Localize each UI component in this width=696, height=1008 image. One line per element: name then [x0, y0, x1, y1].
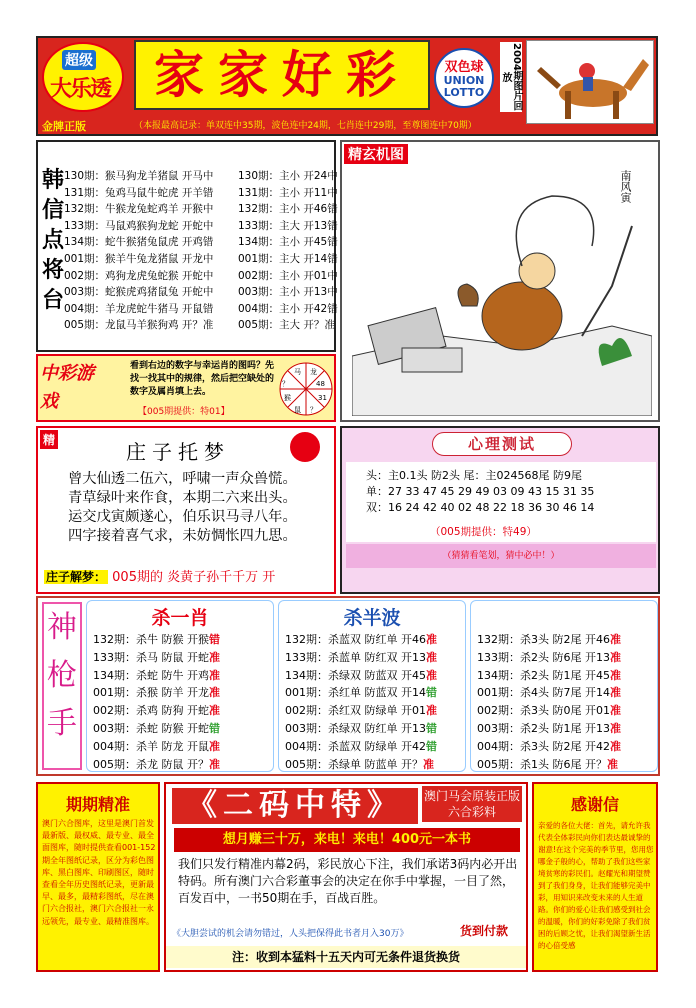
- row-text: 001期：杀猴 防羊 开龙: [93, 686, 209, 700]
- column-row: [285, 702, 467, 720]
- row-text: 132期：杀牛 防猴 开猴: [93, 633, 209, 646]
- row-result-mark: 准: [609, 704, 621, 718]
- two-code-subtitle: 澳门马会原装正版六合彩料: [422, 786, 522, 822]
- row-result-mark: 准: [209, 704, 220, 718]
- row-text: 132期：杀蓝双 防红单 开46: [285, 633, 426, 646]
- column-row: [285, 631, 467, 649]
- horse-icon: [527, 41, 653, 123]
- two-code-promo: 《大胆尝试的机会请勿错过，人头把保得此书者月入30万》: [172, 929, 409, 939]
- game-title: 中彩游戏: [40, 363, 94, 412]
- row-result-mark: 准: [426, 704, 437, 718]
- game-grid: [278, 360, 334, 418]
- column-title: 杀一肖: [151, 607, 209, 629]
- two-code-slogan: 想月赚三十万，来电！来电！400元一本书: [174, 828, 520, 852]
- hanxin-left-row: 132期：牛猴龙兔蛇鸡羊 开猴中: [64, 203, 214, 216]
- grid-cell-5: 鼠: [294, 406, 301, 414]
- row-text: 002期：杀红双 防绿单 开01: [285, 704, 426, 718]
- row-text: 134期：杀2头 防1尾 开45: [477, 668, 610, 682]
- answer-label: 庄子解梦：: [46, 570, 107, 584]
- row-result-mark: 准: [209, 650, 220, 664]
- column-row: [477, 684, 659, 702]
- column-kill-head: [470, 600, 658, 772]
- column-row: [477, 631, 659, 649]
- zhuangzi-tag: 精: [40, 430, 58, 449]
- hanxin-right-row: 134期：主小 开45错: [238, 236, 338, 249]
- column-row: [285, 756, 467, 774]
- column-rows: [285, 631, 467, 773]
- column-row: [93, 756, 275, 774]
- puzzle-caption: 南风寅: [619, 170, 632, 203]
- row-result-mark: 错: [209, 721, 220, 735]
- row-result-mark: 准: [609, 686, 621, 700]
- psych-row-head: 头：主0.1头 防2头 尾：主024568尾 防9尾: [366, 469, 582, 482]
- psych-test-title: 心理测试: [432, 432, 572, 456]
- row-result-mark: 错: [209, 633, 220, 646]
- row-result-mark: 错: [426, 739, 437, 753]
- row-text: 133期：杀蓝单 防红双 开13: [285, 650, 426, 664]
- column-row: [477, 649, 659, 667]
- page-title: 家家好彩: [134, 40, 430, 110]
- hanxin-left-row: 130期：猴马狗龙羊猪鼠 开马中: [64, 170, 214, 182]
- row-text: 002期：杀鸡 防狗 开蛇: [93, 704, 209, 718]
- row-result-mark: 准: [209, 757, 220, 771]
- grid-cell-3: ？: [282, 380, 289, 388]
- return-policy-note: 注：收到本猛料十五天内可无条件退货换货: [166, 946, 526, 968]
- column-kill-zodiac: [86, 600, 274, 772]
- accuracy-title: 期期精准: [65, 795, 130, 814]
- row-result-mark: 准: [209, 686, 220, 700]
- column-rows: [477, 631, 659, 773]
- logo1-main-text: 大乐透: [50, 77, 111, 102]
- hanxin-left-row: 003期：蛇猴虎鸡猪鼠兔 开蛇中: [64, 286, 214, 299]
- psych-row-odd: 单：27 33 47 45 29 49 03 09 43 15 31 35: [366, 485, 595, 498]
- column-row: [93, 702, 275, 720]
- column-row: [93, 667, 275, 685]
- thank-you-title: 感谢信: [570, 795, 619, 814]
- hanxin-right-list: [238, 168, 338, 334]
- two-code-body: 我们只发行精准内幕2码，彩民放心下注，我们承诺3码内必开出特码。所有澳门六合彩董事会的决定在你手中掌握，一目了然，百发百中，一书50期在手，百战百胜。: [178, 857, 518, 905]
- grid-cell-2: 48: [316, 380, 325, 388]
- column-row: [285, 649, 467, 667]
- gold-label: 金牌正版: [42, 120, 86, 133]
- hanxin-right-row: 005期：主大 开？准: [238, 319, 335, 332]
- game-description: 看到右边的数字与幸运肖的图吗？先找一找其中的规律，然后把空缺处的数字及属肖填上去。: [130, 361, 275, 397]
- row-result-mark: 错: [426, 686, 437, 700]
- logo2-bottom-text: UNION LOTTO: [443, 74, 485, 99]
- row-text: 132期：杀3头 防2尾 开46: [477, 633, 610, 646]
- column-row: [477, 720, 659, 738]
- hanxin-left-row: 134期：蛇牛猴猪兔鼠虎 开鸡错: [64, 236, 214, 249]
- row-text: 133期：杀2头 防6尾 开13: [477, 650, 610, 664]
- two-code-title: 《二码中特》: [172, 788, 418, 824]
- column-row: [93, 649, 275, 667]
- zhuangzi-answer: [44, 566, 275, 585]
- thank-you-panel: [532, 782, 658, 972]
- row-result-mark: 准: [209, 739, 220, 753]
- sharpshooter-panel: [36, 596, 660, 776]
- zhuangzi-title: 庄子托梦: [126, 440, 230, 464]
- hanxin-title: 韩信点将台: [41, 168, 64, 313]
- hanxin-right-row: 004期：主小 开42错: [238, 302, 338, 315]
- game-provided: 【005期提供：特01】: [138, 407, 230, 417]
- row-text: 133期：杀马 防鼠 开蛇: [93, 650, 209, 664]
- grid-cell-4: 猴: [284, 394, 291, 402]
- issue-label: 2004期图片回放: [500, 43, 522, 111]
- row-result-mark: 准: [609, 650, 621, 664]
- cash-on-delivery-label: 货到付款: [460, 924, 509, 938]
- column-row: [285, 684, 467, 702]
- column-row: [93, 684, 275, 702]
- lucky-game-panel: [36, 354, 336, 422]
- hanxin-left-row: 005期：龙鼠马羊猴狗鸡 开？准: [64, 319, 214, 332]
- grid-cell-1: 龙: [310, 368, 317, 376]
- psych-row-even: 双：16 24 42 40 02 48 22 18 36 30 46 14: [366, 501, 595, 514]
- record-notice: （本报最高记录：单双连中35期，波色连中24期，七肖连中29期，至尊图连中70期）: [134, 121, 477, 131]
- hanxin-right-row: 133期：主大 开13错: [238, 219, 338, 232]
- answer-value: 005期的 炎黄子孙千千万 开: [112, 570, 276, 585]
- poem-line: 曾大仙透二伍六，呼啸一声众兽慌。: [68, 471, 297, 487]
- column-row: [285, 667, 467, 685]
- hanxin-left-row: 004期：羊龙虎蛇牛猪马 开鼠错: [64, 302, 214, 315]
- column-row: [93, 720, 275, 738]
- row-result-mark: 错: [426, 721, 437, 735]
- poem-line: 青草绿叶来作食，本期二六来出头。: [68, 490, 297, 506]
- hanxin-right-row: 001期：主大 开14错: [238, 252, 338, 265]
- column-row: [93, 738, 275, 756]
- row-result-mark: 准: [426, 650, 437, 664]
- row-result-mark: 准: [607, 757, 618, 771]
- sage-illustration: [352, 166, 652, 416]
- grid-cell-0: 马: [294, 368, 301, 376]
- thank-you-text: 亲爱的各位大佬：首先，请允许我代表全体彩民向你们表达最诚挚的谢意!在这个完美的季节里，您用您哪金子般的心，帮助了我们这些家境贫寒的彩民们。赵耀光和期望赞到了我们身身，让我们能够完美中彩，用知识来改变未来的人生道路。你们的爱心让我们感受到社会的温暖，你们的好彩免除了我们贫困的后顾之忧，让我们渴望新生活的心倍受感: [538, 821, 654, 950]
- row-text: 003期：杀绿双 防红单 开13: [285, 721, 426, 735]
- puzzle-picture-title: 精玄机图: [344, 144, 408, 164]
- hanxin-left-row: 131期：兔鸡马鼠牛蛇虎 开羊错: [64, 186, 214, 199]
- row-result-mark: 准: [209, 668, 220, 682]
- poem-line: 四字接着喜气求，未妨惆怅四九思。: [68, 528, 297, 544]
- accuracy-panel: [36, 782, 160, 972]
- row-result-mark: 准: [609, 739, 621, 753]
- row-text: 004期：杀3头 防2尾 开42: [477, 739, 610, 753]
- zhuangzi-poem: [68, 470, 338, 546]
- row-result-mark: 准: [426, 668, 437, 682]
- hanxin-left-row: 002期：鸡狗龙虎兔蛇猴 开蛇中: [64, 269, 214, 282]
- row-result-mark: 准: [609, 721, 621, 735]
- row-result-mark: 准: [609, 668, 621, 682]
- row-text: 134期：杀蛇 防牛 开鸡: [93, 668, 209, 682]
- column-row: [285, 720, 467, 738]
- zhuangzi-panel: [36, 426, 336, 594]
- puzzle-picture-panel: [340, 140, 660, 422]
- row-text: 005期：杀绿单 防蓝单 开？: [285, 757, 423, 771]
- hanxin-right-row: 132期：主小 开46错: [238, 203, 338, 216]
- column-row: [285, 738, 467, 756]
- row-text: 005期：杀龙 防鼠 开？: [93, 757, 209, 771]
- psych-provided: （005期提供：特49）: [430, 526, 537, 538]
- logo2-top-text: 双色球: [444, 60, 484, 75]
- row-result-mark: 准: [609, 633, 621, 646]
- column-row: [93, 631, 275, 649]
- column-row: [477, 738, 659, 756]
- column-rows: [93, 631, 275, 773]
- grid-cell-7: 31: [318, 394, 327, 402]
- union-lotto-logo: [434, 48, 494, 108]
- row-text: 005期：杀1头 防6尾 开？: [477, 757, 607, 771]
- row-text: 003期：杀2头 防1尾 开13: [477, 721, 610, 735]
- poem-line: 运交戊寅颇遂心，伯乐识马寻八年。: [68, 509, 297, 525]
- hanxin-right-row: 130期：主小 开24中: [238, 170, 338, 182]
- row-text: 004期：杀羊 防龙 开鼠: [93, 739, 209, 753]
- column-kill-wave: [278, 600, 466, 772]
- column-row: [477, 756, 659, 774]
- hanxin-right-row: 131期：主小 开11中: [238, 186, 338, 199]
- row-text: 004期：杀蓝双 防绿单 开42: [285, 739, 426, 753]
- row-text: 001期：杀红单 防蓝双 开14: [285, 686, 426, 700]
- red-sun-icon: [290, 432, 320, 462]
- hanxin-panel: [36, 140, 336, 352]
- grid-cell-6: ？: [310, 406, 317, 414]
- sharpshooter-title: 神枪手: [42, 602, 82, 770]
- hanxin-left-row: 133期：马鼠鸡猴狗龙蛇 开蛇中: [64, 219, 214, 232]
- super-lotto-logo: [42, 42, 124, 112]
- hanxin-left-list: [64, 168, 234, 334]
- row-text: 002期：杀3头 防0尾 开01: [477, 704, 610, 718]
- row-text: 001期：杀4头 防7尾 开14: [477, 686, 610, 700]
- hanxin-right-row: 003期：主小 开13中: [238, 286, 338, 299]
- column-row: [477, 667, 659, 685]
- horse-illustration: [526, 40, 654, 124]
- psych-test-panel: [340, 426, 660, 594]
- row-text: 003期：杀蛇 防猴 开蛇: [93, 721, 209, 735]
- accuracy-text: 澳门六合图库，这里是澳门首发最新版、最权威、最专业、最全面图库，随时提供查看001-152期全年图纸记录，区分为彩色图库、黑白图库、印刷图区，随时查看全年历史图纸记录，更新最早、最多，最精彩图纸，尽在澳门六合报社，澳门六合报社一永远领先，最专业、最精准图库。: [42, 819, 156, 926]
- row-text: 134期：杀绿双 防蓝双 开45: [285, 668, 426, 682]
- row-result-mark: 准: [423, 757, 434, 771]
- column-row: [477, 702, 659, 720]
- header-banner: [36, 36, 658, 136]
- hanxin-left-row: 001期：猴羊牛兔龙猪鼠 开龙中: [64, 252, 214, 265]
- psych-hint-bar: （猜猜看笔划，猜中必中！）: [346, 544, 656, 568]
- two-code-ad-panel: [164, 782, 528, 972]
- hanxin-right-row: 002期：主小 开01中: [238, 269, 338, 282]
- column-title: 杀半波: [343, 607, 401, 629]
- logo1-top-text: 超级: [62, 50, 96, 70]
- row-result-mark: 准: [426, 633, 437, 646]
